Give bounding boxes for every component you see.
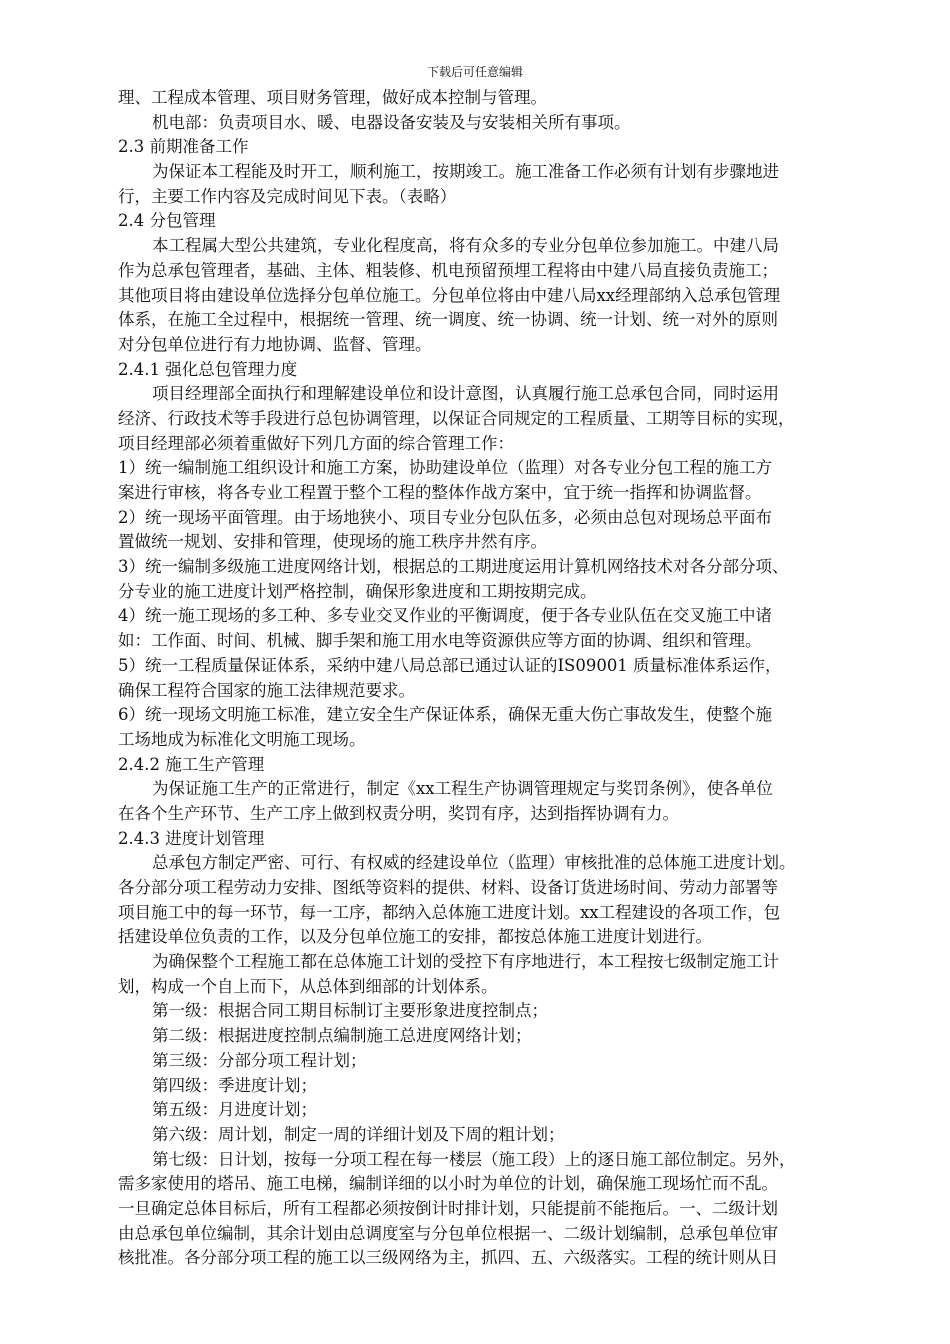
text-line: 一旦确定总体目标后，所有工程都必须按倒计时排计划，只能提前不能拖后。一、二级计划 (118, 1198, 778, 1218)
text-line: 案进行审核，将各专业工程置于整个工程的整体作战方案中，宜于统一指挥和协调监督。 (118, 483, 762, 502)
text-line: 6）统一现场文明施工标准，建立安全生产保证体系，确保无重大伤亡事故发生，使整个施 (118, 705, 772, 725)
text-line: 体系，在施工全过程中，根据统一管理、统一调度、统一协调、统一计划、统一对外的原则 (118, 310, 778, 330)
text-line: 1）统一编制施工组织设计和施工方案，协助建设单位（监理）对各专业分包工程的施工方 (118, 458, 772, 478)
text-line: 2.3 前期准备工作 (118, 137, 249, 157)
text-line: 由总承包单位编制，其余计划由总调度室与分包单位根据一、二级计划编制，总承包单位审 (118, 1223, 778, 1243)
text-line: 第五级：月进度计划； (152, 1100, 317, 1120)
text-line: 核批准。各分部分项工程的施工以三级网络为主，抓四、五、六级落实。工程的统计则从日 (118, 1248, 778, 1268)
text-line: 2.4.2 施工生产管理 (118, 754, 265, 774)
text-line: 4）统一施工现场的多工种、多专业交叉作业的平衡调度，便于各专业队伍在交叉施工中诸 (118, 606, 772, 626)
text-line: 对分包单位进行有力地协调、监督、管理。 (118, 334, 432, 354)
text-line: 第二级：根据进度控制点编制施工总进度网络计划； (152, 1026, 532, 1046)
text-line: 确保工程符合国家的施工法律规范要求。 (118, 680, 415, 700)
text-line: 项目经理部全面执行和理解建设单位和设计意图，认真履行施工总承包合同，同时运用 (152, 384, 779, 404)
text-line: 2.4.3 进度计划管理 (118, 828, 265, 848)
text-line: 第四级：季进度计划； (152, 1075, 317, 1095)
text-line: 第七级：日计划，按每一分项工程在每一楼层（施工段）上的逐日施工部位制定。另外， (152, 1149, 796, 1169)
text-line: 为确保整个工程施工都在总体施工计划的受控下有序地进行，本工程按七级制定施工计 (152, 952, 779, 972)
text-line: 2.4.1 强化总包管理力度 (118, 359, 298, 379)
text-line: 分专业的施工进度计划严格控制，确保形象进度和工期按期完成。 (118, 581, 597, 601)
text-line: 2.4 分包管理 (118, 211, 216, 231)
text-line: 置做统一规划、安排和管理，使现场的施工秩序井然有序。 (118, 532, 547, 552)
text-line: 行，主要工作内容及完成时间见下表。（表略） (118, 186, 457, 206)
text-line: 括建设单位负责的工作，以及分包单位施工的安排，都按总体施工进度计划进行。 (118, 927, 712, 947)
text-line: 作为总承包管理者，基础、主体、粗装修、机电预留预埋工程将由中建八局直接负责施工； (118, 260, 778, 280)
text-line: 第三级：分部分项工程计划； (152, 1050, 367, 1070)
text-line: 2）统一现场平面管理。由于场地狭小、项目专业分包队伍多，必须由总包对现场总平面布 (118, 507, 772, 527)
text-line: 划，构成一个自上而下，从总体到细部的计划体系。 (118, 976, 498, 996)
text-line: 本工程属大型公共建筑，专业化程度高，将有众多的专业分包单位参加施工。中建八局 (152, 236, 779, 256)
text-line: 第六级：周计划，制定一周的详细计划及下周的粗计划； (152, 1124, 565, 1144)
text-line: 为保证本工程能及时开工，顺利施工，按期竣工。施工准备工作必须有计划有步骤地进 (152, 162, 779, 182)
text-line: 理、工程成本管理、项目财务管理，做好成本控制与管理。 (118, 88, 547, 107)
document-body (118, 86, 888, 1271)
text-line: 项目施工中的每一环节，每一工序，都纳入总体施工进度计划。xx工程建设的各项工作，包 (118, 902, 781, 922)
text-line: 其他项目将由建设单位选择分包单位施工。分包单位将由中建八局xx经理部纳入总承包管理 (118, 285, 781, 305)
text-line: 各分部分项工程劳动力安排、图纸等资料的提供、材料、设备订货进场时间、劳动力部署等 (118, 878, 778, 897)
text-line: 为保证施工生产的正常进行，制定《xx工程生产协调管理规定与奖罚条例》，使各单位 (152, 779, 773, 799)
text-line: 机电部：负责项目水、暖、电器设备安装及与安装相关所有事项。 (152, 112, 631, 132)
text-line: 工场地成为标准化文明施工现场。 (118, 729, 366, 749)
text-line: 如：工作面、时间、机械、脚手架和施工用水电等资源供应等方面的协调、组织和管理。 (118, 631, 762, 651)
text-line: 第一级：根据合同工期目标制订主要形象进度控制点； (152, 1001, 548, 1021)
page-header: 下载后可任意编辑 (426, 65, 523, 79)
text-line: 项目经理部必须着重做好下列几方面的综合管理工作： (118, 433, 514, 453)
text-line: 经济、行政技术等手段进行总包协调管理，以保证合同规定的工程质量、工期等目标的实现， (118, 408, 795, 428)
text-line: 5）统一工程质量保证体系，采纳中建八局总部已通过认证的IS09001 质量标准体系运作， (118, 655, 782, 675)
text-line: 需多家使用的塔吊、施工电梯，编制详细的以小时为单位的计划，确保施工现场忙而不乱。 (118, 1174, 778, 1194)
text-line: 3）统一编制多级施工进度网络计划，根据总的工期进度运用计算机网络技术对各分部分项、 (118, 557, 789, 577)
text-line: 总承包方制定严密、可行、有权威的经建设单位（监理）审核批准的总体施工进度计划。 (152, 853, 796, 873)
text-line: 在各个生产环节、生产工序上做到权责分明，奖罚有序，达到指挥协调有力。 (118, 803, 679, 823)
